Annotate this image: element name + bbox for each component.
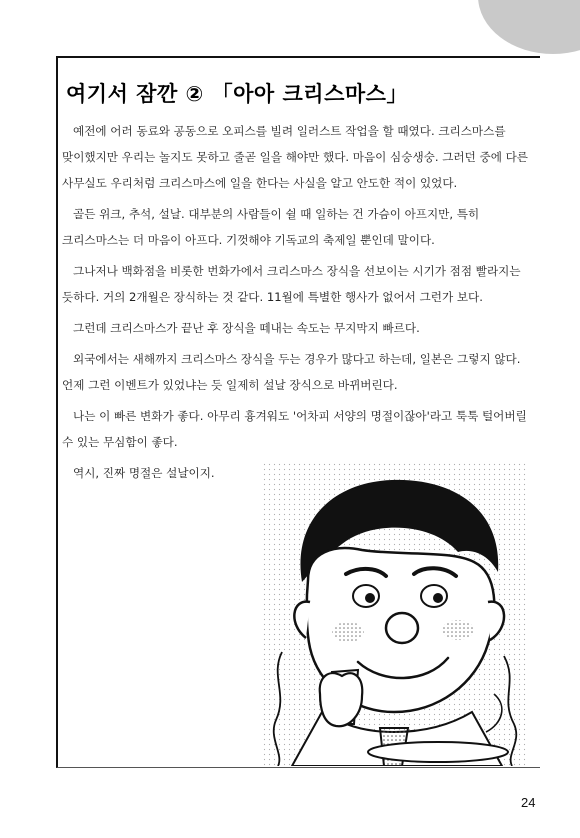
paragraph: 외국에서는 새해까지 크리스마스 장식을 두는 경우가 많다고 하는데, 일본은 그렇지 않다. 언제 그런 이벤트가 있었냐는 듯 일제히 설날 장식으로 바뀌버린다.: [62, 352, 521, 392]
paragraph: 역시, 진짜 명절은 설날이지.: [73, 466, 215, 480]
cartoon-illustration: [262, 462, 526, 766]
page-number: 24: [521, 795, 536, 810]
paragraph: 그나저나 백화점을 비롯한 번화가에서 크리스마스 장식을 선보이는 시기가 점점 빨라지는 듯하다. 거의 2개월은 장식하는 것 같다. 11월에 특별한 행사가 없어서 그런가 보다.: [62, 264, 521, 304]
section-title: 여기서 잠깐 ② 「아아 크리스마스」: [66, 82, 408, 106]
paragraph: 나는 이 빠른 변화가 좋다. 아무리 흉겨워도 '어차피 서양의 명절이잖아'라고 툭툭 털어버릴 수 있는 무심함이 좋다.: [62, 409, 527, 449]
paragraph: 그런데 크리스마스가 끝난 후 장식을 떼내는 속도는 무지막지 빠르다.: [73, 321, 420, 335]
paragraph: 예전에 어러 동료와 공동으로 오피스를 빌려 일러스트 작업을 할 때였다. 크리스마스를 맞이했지만 우리는 놀지도 못하고 줄곧 일을 해야만 했다. 마음이 심숭생숭. 그러던 중에 다른 사무실도 우리처럼 크리스마스에 일을 한다는 사실을 알고 안도한 적이 있었다.: [62, 124, 528, 190]
corner-tab: [478, 0, 580, 54]
paragraph: 골든 위크, 추석, 설날. 대부분의 사람들이 쉴 때 일하는 건 가슴이 아프지만, 특히 크리스마스는 더 마음이 아프다. 기껏해야 기독교의 축제일 뿐인데 말이다.: [62, 207, 480, 247]
body-text: [62, 118, 532, 491]
